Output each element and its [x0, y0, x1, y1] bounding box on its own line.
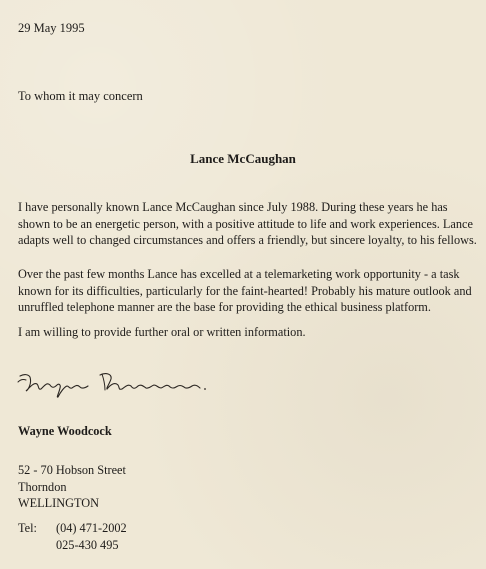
contact-row — [18, 520, 127, 537]
paragraph-1: I have personally known Lance McCaughan since July 1988. During these years he has shown to be an energetic person, with a positive attitude to life and work experiences. Lance adapts well to changed circumstances and offers a friendly, but sincere loyalty, to his fellows. — [18, 200, 477, 247]
phone-label: Tel: — [18, 521, 37, 535]
salutation: To whom it may concern — [18, 89, 143, 103]
phone-number: (04) 471-2002 — [56, 521, 127, 535]
address-line: 52 - 70 Hobson Street — [18, 463, 126, 477]
handwritten-signature — [14, 360, 224, 400]
subject-heading: Lance McCaughan — [190, 151, 296, 166]
paragraph-2: Over the past few months Lance has excelled at a telemarketing work opportunity - a task known for its difficulties, particularly for the faint-hearted! Probably his mature outlook and unruffled telephone manner are the base for providing the ethical business platform. — [18, 267, 472, 314]
address-block — [18, 462, 126, 512]
address-line: Thorndon — [18, 479, 67, 494]
paragraph-3: I am willing to provide further oral or written information. — [18, 325, 306, 339]
contact-block — [18, 520, 127, 553]
phone-number: 025-430 495 — [56, 537, 119, 552]
contact-row — [18, 537, 127, 554]
signatory-name: Wayne Woodcock — [18, 424, 112, 438]
address-line: WELLINGTON — [18, 496, 100, 510]
letter-date: 29 May 1995 — [18, 21, 85, 35]
